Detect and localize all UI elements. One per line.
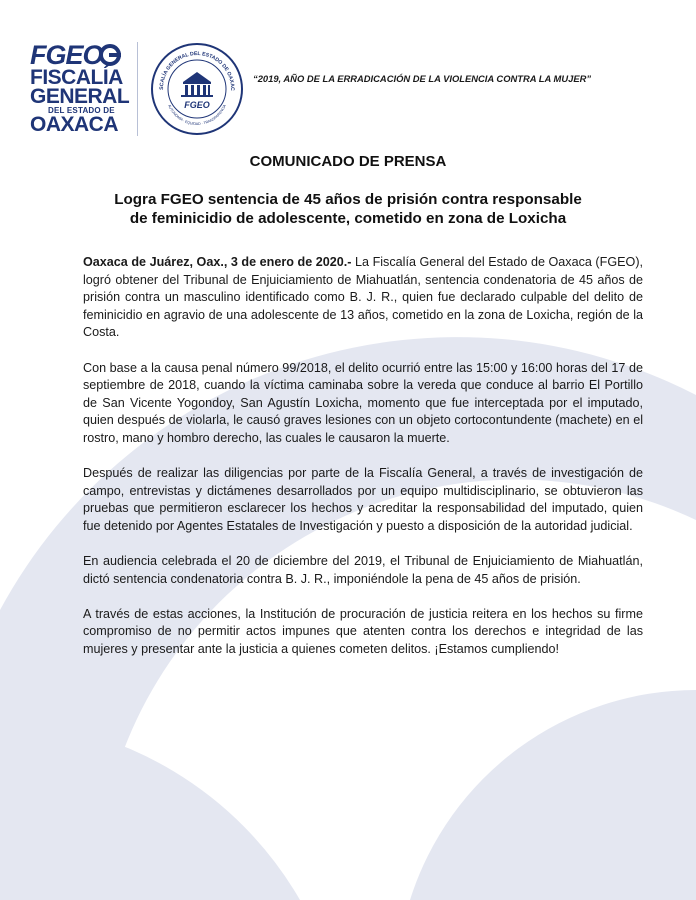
headline — [60, 190, 636, 228]
seal-ring-text-bottom: AUTONOMÍA · EQUIDAD · TRANSPARENCIA — [167, 103, 227, 127]
seal-center-text: FGEO — [184, 100, 210, 110]
logo-line-fiscalia: FISCALÍA — [30, 66, 123, 89]
year-slogan: “2019, AÑO DE LA ERRADICACIÓN DE LA VIOLENCIA CONTRA LA MUJER” — [253, 73, 592, 84]
seal-ring-text-top: SCALÍA GENERAL DEL ESTADO DE OAXAC — [158, 50, 236, 91]
fgeo-logo-mark — [30, 42, 130, 68]
logo-line-general: GENERAL — [30, 85, 130, 108]
logo-acronym: FGEO — [30, 40, 103, 70]
paragraph-1 — [83, 254, 643, 342]
logo-divider — [137, 42, 138, 136]
logo-swirl-icon — [99, 44, 121, 66]
headline-line-1: Logra FGEO sentencia de 45 años de prisión contra responsable — [114, 191, 582, 208]
paragraph-1-dateline: Oaxaca de Juárez, Oax., 3 de enero de 2020.- — [83, 255, 352, 269]
headline-line-2: de feminicidio de adolescente, cometido en zona de Loxicha — [129, 210, 567, 227]
paragraph-5: A través de estas acciones, la Institución de procuración de justicia reitera en los hechos su firme compromiso de no permitir actos impunes que atenten contra los derechos e integridad de las mujeres y presentar ante la justicia a quienes cometen delitos. ¡Estamos cumpliendo! — [83, 606, 643, 657]
paragraph-4: En audiencia celebrada el 20 de diciembre del 2019, el Tribunal de Enjuiciamiento de Miahuatlán, dictó sentencia condenatoria contra B. J. R., imponiéndole la pena de 45 años de prisión. — [83, 554, 643, 586]
paragraph-2: Con base a la causa penal número 99/2018, el delito ocurrió entre las 15:00 y 16:00 horas del 17 de septiembre de 2018, cuando la víctima caminaba sobre la vereda que conduce al barrio El Portillo de San Vicente Yogondoy, San Agustín Loxicha, momento que fue interceptada por el imputado, quien después de violarla, le causó graves lesiones con un objeto cortocontundente (machete) en el rostro, mano y hombro derecho, las cuales le causaron la muerte. — [83, 360, 643, 445]
press-release-heading: COMUNICADO DE PRENSA — [249, 153, 447, 170]
logo-line-del-estado: DEL ESTADO DE — [48, 106, 115, 115]
fiscalia-seal — [150, 42, 244, 136]
paragraph-3: Después de realizar las diligencias por parte de la Fiscalía General, a través de investigación de campo, entrevistas y dictámenes desarrollados por un equipo multidisciplinario, se obtuvieron las pruebas que permitieron esclarecer los hechos y acreditar la responsabilidad del imputado, quien fue detenido por Agentes Estatales de Investigación y puesto a disposición de la autoridad judicial. — [83, 466, 643, 533]
article-body — [83, 254, 643, 676]
paragraph-1-text: La Fiscalía General del Estado de Oaxaca (FGEO), logró obtener del Tribunal de Enjuiciamiento de Miahuatlán, sentencia condenatoria de 45 años de prisión contra un masculino identificado como B. J. R., quien fue declarado culpable del delito de feminicidio en agravio de una adolescente de 13 años, cometido en la zona de Loxicha, región de la Costa. — [83, 255, 644, 340]
logo-line-oaxaca: OAXACA — [30, 113, 119, 136]
fgeo-logo — [30, 42, 130, 134]
